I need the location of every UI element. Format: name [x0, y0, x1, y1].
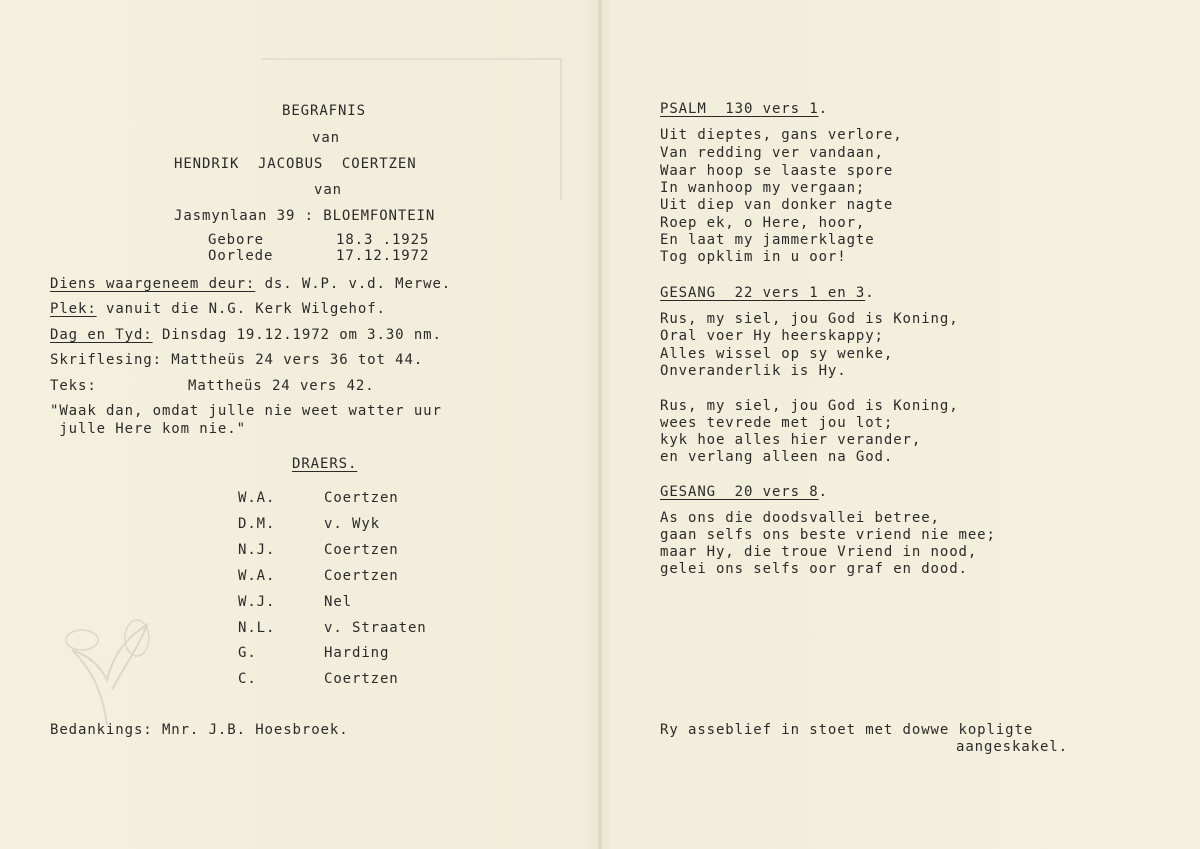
quote-line-2: julle Here kom nie." — [50, 421, 246, 437]
bearer-surname: v. Straaten — [324, 620, 427, 636]
bearer-initials: C. — [238, 671, 257, 687]
doc-title: BEGRAFNIS — [282, 103, 366, 119]
bearer-initials: W.J. — [238, 594, 276, 610]
psalm-line: En laat my jammerklagte — [660, 232, 875, 248]
service-line — [50, 276, 451, 292]
deceased-name: HENDRIK JACOBUS COERTZEN — [174, 156, 417, 172]
van-line-2: van — [314, 182, 342, 198]
gesang-20-dot: . — [818, 484, 828, 500]
psalm-line: Tog opklim in u oor! — [660, 249, 847, 265]
bearer-surname: Coertzen — [324, 568, 399, 584]
address: Jasmynlaan 39 : BLOEMFONTEIN — [174, 208, 436, 224]
psalm-title: PSALM 130 vers 1 — [660, 101, 819, 117]
scripture-reading: Skriflesing: Mattheüs 24 vers 36 tot 44. — [50, 352, 424, 368]
gesang-20-title: GESANG 20 vers 8 — [660, 484, 819, 500]
gesang-22-line: en verlang alleen na God. — [660, 449, 894, 465]
bearer-initials: N.J. — [238, 542, 276, 558]
gesang-22-line: wees tevrede met jou lot; — [660, 415, 894, 431]
service-value: ds. W.P. v.d. Merwe. — [255, 276, 452, 292]
bearers-title: DRAERS. — [292, 456, 358, 472]
faint-show-through-frame — [262, 58, 562, 200]
text-value: Mattheüs 24 vers 42. — [188, 378, 375, 394]
bearer-initials: G. — [238, 645, 257, 661]
psalm-line: Waar hoop se laaste spore — [660, 163, 894, 179]
gesang-22-heading — [660, 285, 875, 301]
gesang-20-line: maar Hy, die troue Vriend in nood, — [660, 544, 978, 560]
gesang-20-line: gelei ons selfs oor graf en dood. — [660, 561, 968, 577]
died-date: 17.12.1972 — [336, 248, 430, 264]
closing-line-1: Ry asseblief in stoet met dowwe kopligte — [660, 722, 1034, 738]
page-fold — [598, 0, 602, 849]
bearer-surname: Harding — [324, 645, 390, 661]
psalm-heading — [660, 101, 828, 117]
bearer-initials: W.A. — [238, 568, 276, 584]
bearer-initials: W.A. — [238, 490, 276, 506]
psalm-line: Roep ek, o Here, hoor, — [660, 215, 866, 231]
thanks-line: Bedankings: Mnr. J.B. Hoesbroek. — [50, 722, 349, 738]
gesang-22-line: Oral voer Hy heerskappy; — [660, 328, 884, 344]
gesang-22-line: kyk hoe alles hier verander, — [660, 432, 922, 448]
gesang-22-dot: . — [865, 285, 875, 301]
gesang-22-line: Alles wissel op sy wenke, — [660, 346, 894, 362]
gesang-20-line: gaan selfs ons beste vriend nie mee; — [660, 527, 996, 543]
datetime-label: Dag en Tyd: — [50, 327, 153, 343]
datetime-value: Dinsdag 19.12.1972 om 3.30 nm. — [152, 327, 442, 343]
psalm-line: Uit dieptes, gans verlore, — [660, 127, 903, 143]
text-label: Teks: — [50, 378, 97, 394]
born-date: 18.3 .1925 — [336, 232, 430, 248]
died-label: Oorlede — [208, 248, 274, 264]
bearer-surname: Coertzen — [324, 671, 399, 687]
quote-line-1: "Waak dan, omdat julle nie weet watter uur — [50, 403, 442, 419]
faint-flower-watermark-icon — [52, 610, 162, 730]
gesang-20-line: As ons die doodsvallei betree, — [660, 510, 940, 526]
bearer-surname: Nel — [324, 594, 352, 610]
gesang-22-line: Onveranderlik is Hy. — [660, 363, 847, 379]
gesang-22-line: Rus, my siel, jou God is Koning, — [660, 398, 959, 414]
bearer-initials: D.M. — [238, 516, 276, 532]
closing-line-2: aangeskakel. — [956, 739, 1068, 755]
psalm-title-dot: . — [818, 101, 828, 117]
gesang-20-heading — [660, 484, 828, 500]
bearer-surname: Coertzen — [324, 542, 399, 558]
psalm-line: Uit diep van donker nagte — [660, 197, 894, 213]
bearer-surname: Coertzen — [324, 490, 399, 506]
service-label: Diens waargeneem deur: — [50, 276, 256, 292]
van-line-1: van — [312, 130, 340, 146]
bearer-initials: N.L. — [238, 620, 276, 636]
gesang-22-line: Rus, my siel, jou God is Koning, — [660, 311, 959, 327]
psalm-line: In wanhoop my vergaan; — [660, 180, 866, 196]
born-label: Gebore — [208, 232, 264, 248]
datetime-line — [50, 327, 442, 343]
place-line — [50, 301, 386, 317]
bearer-surname: v. Wyk — [324, 516, 380, 532]
psalm-line: Van redding ver vandaan, — [660, 145, 884, 161]
place-value: vanuit die N.G. Kerk Wilgehof. — [96, 301, 386, 317]
place-label: Plek: — [50, 301, 97, 317]
gesang-22-title: GESANG 22 vers 1 en 3 — [660, 285, 866, 301]
